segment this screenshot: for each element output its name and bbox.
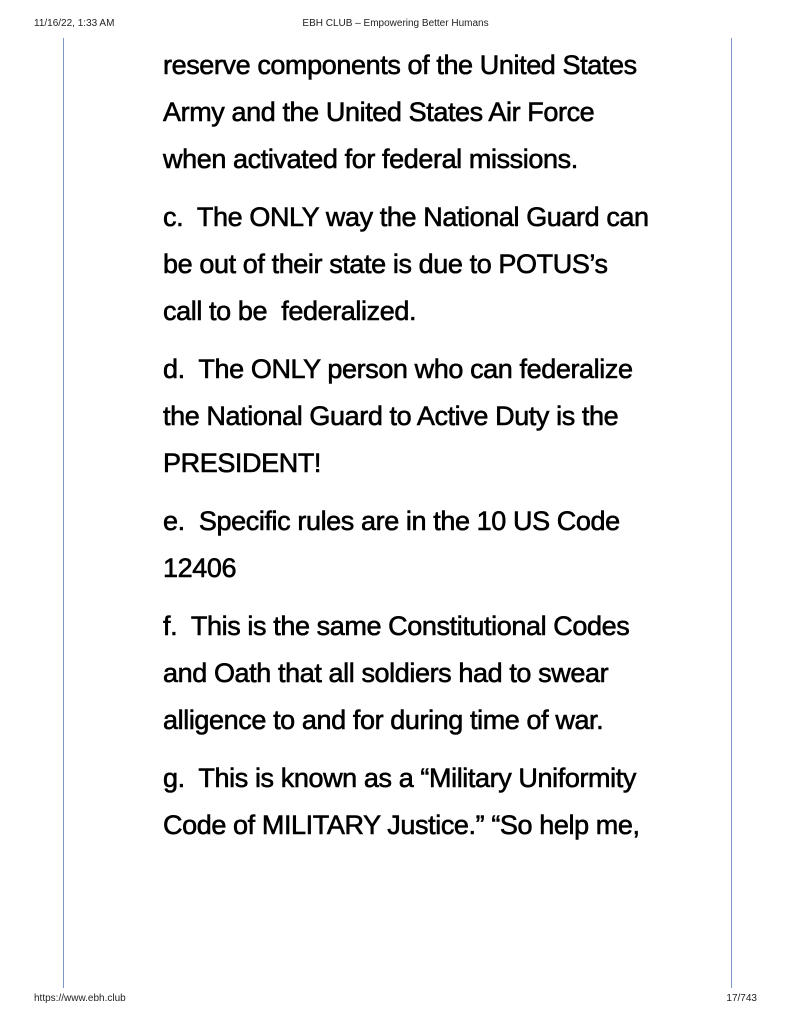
paragraph-c: c. The ONLY way the National Guard can be out of their state is due to POTUS’s call to be federalized. <box>163 202 649 326</box>
print-header-datetime: 11/16/22, 1:33 AM <box>34 18 115 29</box>
print-header <box>0 17 791 31</box>
paragraph-g: g. This is known as a “Military Uniformity Code of MILITARY Justice.” “So help me, <box>163 763 640 840</box>
print-footer <box>0 992 791 1006</box>
paragraph-f: f. This is the same Constitutional Codes and Oath that all soldiers had to swear alligence to and for during time of war. <box>163 611 630 735</box>
print-footer-page-number: 17/743 <box>726 993 757 1004</box>
paragraph-e: e. Specific rules are in the 10 US Code 12406 <box>163 506 620 583</box>
paragraph-reserve-components: reserve components of the United States Army and the United States Air Force when activated for federal missions. <box>163 50 637 174</box>
print-header-title: EBH CLUB – Empowering Better Humans <box>302 18 489 29</box>
print-footer-url: https://www.ebh.club <box>34 993 126 1004</box>
right-margin-rule <box>731 38 732 988</box>
document-body <box>163 42 723 860</box>
paragraph-d: d. The ONLY person who can federalize the National Guard to Active Duty is the PRESIDENT! <box>163 354 633 478</box>
left-margin-rule <box>63 38 64 988</box>
